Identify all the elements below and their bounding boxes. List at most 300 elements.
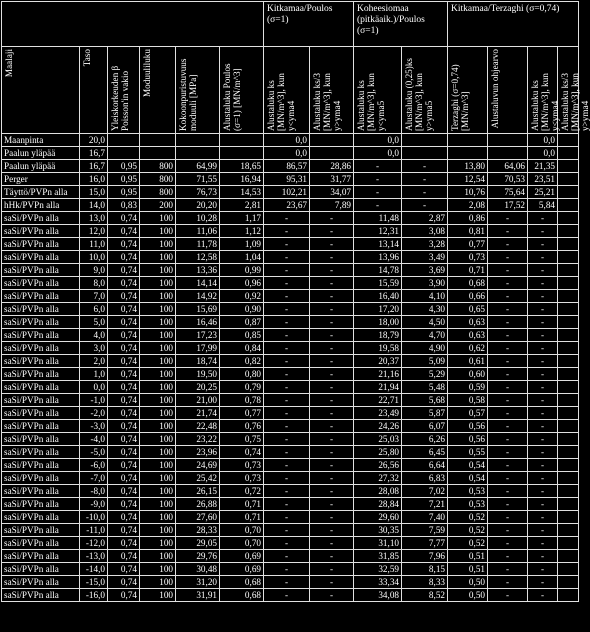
table-cell: 100 — [140, 524, 176, 537]
table-cell: 11,0 — [80, 238, 108, 251]
table-cell — [220, 147, 264, 160]
column-header — [2, 47, 80, 134]
table-cell — [558, 381, 579, 394]
table-cell: - — [402, 186, 448, 199]
table-cell: 18,74 — [176, 355, 220, 368]
table-cell: - — [528, 303, 558, 316]
table-cell: 0,92 — [220, 290, 264, 303]
table-cell: - — [310, 381, 354, 394]
table-cell: - — [528, 433, 558, 446]
table-cell — [558, 589, 579, 602]
table-cell: 7,40 — [402, 511, 448, 524]
soil-type-cell: saSi/PVPn alla — [2, 303, 80, 316]
table-row — [2, 433, 579, 446]
table-row — [2, 576, 579, 589]
column-header — [80, 47, 108, 134]
table-cell: 100 — [140, 472, 176, 485]
table-cell: 0,0 — [528, 147, 558, 160]
table-cell: - — [528, 251, 558, 264]
table-cell — [176, 147, 220, 160]
table-cell: - — [264, 537, 310, 550]
table-cell: 100 — [140, 420, 176, 433]
soil-type-cell: saSi/PVPn alla — [2, 472, 80, 485]
table-cell: 14,14 — [176, 277, 220, 290]
table-cell: -13,0 — [80, 550, 108, 563]
table-cell: 22,71 — [354, 394, 402, 407]
table-cell: 0,76 — [220, 420, 264, 433]
table-cell — [108, 147, 140, 160]
table-cell: 0,74 — [108, 498, 140, 511]
soil-type-cell: saSi/PVPn alla — [2, 563, 80, 576]
table-cell: 100 — [140, 277, 176, 290]
table-cell — [558, 472, 579, 485]
table-cell: 15,0 — [80, 186, 108, 199]
table-cell: 71,55 — [176, 173, 220, 186]
table-cell: 6,83 — [402, 472, 448, 485]
table-row — [2, 160, 579, 173]
data-table-wrapper — [1, 1, 590, 602]
table-cell: 75,64 — [488, 186, 528, 199]
column-header — [402, 47, 448, 134]
table-row — [2, 316, 579, 329]
table-cell: 1,17 — [220, 212, 264, 225]
table-cell: 8,15 — [402, 563, 448, 576]
table-cell: 100 — [140, 459, 176, 472]
table-cell: 0,84 — [220, 342, 264, 355]
table-cell: - — [310, 277, 354, 290]
table-row — [2, 199, 579, 212]
table-cell: 5,68 — [402, 394, 448, 407]
table-cell: 0,54 — [448, 459, 488, 472]
table-cell: 100 — [140, 355, 176, 368]
table-cell: 100 — [140, 212, 176, 225]
table-cell: - — [310, 511, 354, 524]
table-cell: 0,74 — [108, 342, 140, 355]
table-cell — [558, 550, 579, 563]
table-cell: 18,00 — [354, 316, 402, 329]
table-cell: 100 — [140, 251, 176, 264]
table-cell: 0,74 — [220, 446, 264, 459]
table-cell: 31,77 — [310, 173, 354, 186]
column-header-label: Moduuliluku — [142, 49, 152, 97]
table-cell: 6,0 — [80, 303, 108, 316]
table-row — [2, 173, 579, 186]
table-cell: 0,55 — [448, 446, 488, 459]
table-cell: - — [310, 394, 354, 407]
table-cell: 100 — [140, 563, 176, 576]
table-cell: 4,10 — [402, 290, 448, 303]
table-cell: 17,23 — [176, 329, 220, 342]
column-header — [264, 47, 310, 134]
table-cell: - — [488, 576, 528, 589]
table-cell — [558, 186, 579, 199]
table-cell: 0,75 — [220, 433, 264, 446]
table-cell: 13,36 — [176, 264, 220, 277]
table-cell: - — [264, 589, 310, 602]
table-cell: 8,0 — [80, 277, 108, 290]
table-cell: 100 — [140, 407, 176, 420]
soil-type-cell: saSi/PVPn alla — [2, 368, 80, 381]
table-cell: 25,03 — [354, 433, 402, 446]
table-cell: - — [528, 277, 558, 290]
table-cell: - — [528, 524, 558, 537]
soil-type-cell: saSi/PVPn alla — [2, 394, 80, 407]
table-cell: - — [528, 355, 558, 368]
soil-type-cell: saSi/PVPn alla — [2, 316, 80, 329]
soil-type-cell: Paalun yläpää — [2, 147, 80, 160]
table-cell: - — [310, 550, 354, 563]
table-cell: - — [310, 407, 354, 420]
table-cell: 100 — [140, 238, 176, 251]
table-cell: 20,0 — [80, 134, 108, 147]
table-cell: 0,58 — [448, 394, 488, 407]
table-row — [2, 147, 579, 160]
table-cell: - — [528, 550, 558, 563]
table-cell: - — [310, 290, 354, 303]
soil-type-cell: saSi/PVPn alla — [2, 381, 80, 394]
table-cell: 5,87 — [402, 407, 448, 420]
table-cell: 0,74 — [108, 225, 140, 238]
table-cell: 22,48 — [176, 420, 220, 433]
table-cell: 21,35 — [528, 160, 558, 173]
table-cell — [558, 134, 579, 147]
table-cell: 18,79 — [354, 329, 402, 342]
table-cell: 20,20 — [176, 199, 220, 212]
table-cell: 0,51 — [448, 563, 488, 576]
table-cell: 0,70 — [220, 524, 264, 537]
table-cell: - — [528, 264, 558, 277]
table-cell: - — [528, 238, 558, 251]
table-cell — [558, 498, 579, 511]
table-cell: 0,79 — [220, 381, 264, 394]
table-cell: - — [310, 576, 354, 589]
soil-type-cell: saSi/PVPn alla — [2, 251, 80, 264]
table-cell: 100 — [140, 342, 176, 355]
table-cell: 13,14 — [354, 238, 402, 251]
table-cell: 102,21 — [264, 186, 310, 199]
table-cell: 0,57 — [448, 407, 488, 420]
table-cell: - — [310, 329, 354, 342]
soil-type-cell: saSi/PVPn alla — [2, 407, 80, 420]
table-cell: 20,37 — [354, 355, 402, 368]
column-header-label: Alustaluku (0,25)ks [MN/m^3], kun y>yma5 — [404, 58, 434, 131]
table-cell: - — [264, 524, 310, 537]
table-cell: 100 — [140, 576, 176, 589]
table-cell: 0,52 — [448, 537, 488, 550]
column-header-label: Alustaluku Poulos (σ=1) [MN/m^3] — [222, 63, 242, 131]
table-cell: - — [264, 264, 310, 277]
table-cell — [310, 134, 354, 147]
table-cell: - — [264, 394, 310, 407]
table-cell: - — [528, 537, 558, 550]
table-cell: 32,59 — [354, 563, 402, 576]
table-cell: 23,22 — [176, 433, 220, 446]
table-cell: 12,54 — [448, 173, 488, 186]
table-cell: 7,96 — [402, 550, 448, 563]
table-cell: -16,0 — [80, 589, 108, 602]
table-cell: 0,66 — [448, 290, 488, 303]
soil-type-cell: saSi/PVPn alla — [2, 576, 80, 589]
table-cell: - — [528, 329, 558, 342]
table-cell: 16,46 — [176, 316, 220, 329]
table-cell: 16,7 — [80, 147, 108, 160]
table-cell: - — [310, 459, 354, 472]
column-header-label: Maalaji — [4, 49, 14, 78]
table-cell: 0,69 — [220, 550, 264, 563]
table-cell: - — [354, 199, 402, 212]
table-cell — [140, 147, 176, 160]
table-cell: 21,74 — [176, 407, 220, 420]
table-cell: 0,74 — [108, 251, 140, 264]
table-cell: 11,48 — [354, 212, 402, 225]
table-cell — [558, 329, 579, 342]
table-row — [2, 186, 579, 199]
column-header — [176, 47, 220, 134]
table-cell: - — [528, 342, 558, 355]
table-cell — [558, 563, 579, 576]
table-row — [2, 238, 579, 251]
table-cell: - — [264, 550, 310, 563]
table-cell: 100 — [140, 394, 176, 407]
table-cell: 3,28 — [402, 238, 448, 251]
table-cell — [558, 459, 579, 472]
table-cell: - — [310, 316, 354, 329]
soil-type-cell: Täyttö/PVPn alla — [2, 186, 80, 199]
table-cell: 0,70 — [220, 537, 264, 550]
soil-type-cell: saSi/PVPn alla — [2, 498, 80, 511]
table-cell: 0,74 — [108, 238, 140, 251]
table-cell: - — [528, 498, 558, 511]
table-cell: 0,95 — [108, 173, 140, 186]
table-cell: 5,29 — [402, 368, 448, 381]
table-cell: 6,07 — [402, 420, 448, 433]
table-cell — [558, 277, 579, 290]
table-cell: 21,16 — [354, 368, 402, 381]
column-header-label: Alustaluvun ohjearvo — [490, 49, 500, 129]
table-cell: 100 — [140, 316, 176, 329]
table-cell: 100 — [140, 290, 176, 303]
table-cell: 76,73 — [176, 186, 220, 199]
table-cell: 86,57 — [264, 160, 310, 173]
table-cell: 0,0 — [264, 147, 310, 160]
table-cell: - — [528, 368, 558, 381]
table-cell: -9,0 — [80, 498, 108, 511]
table-cell: 34,08 — [354, 589, 402, 602]
table-body — [2, 134, 579, 602]
table-cell: - — [488, 251, 528, 264]
table-cell — [140, 134, 176, 147]
table-cell: 20,25 — [176, 381, 220, 394]
table-cell: 100 — [140, 498, 176, 511]
table-cell: - — [528, 589, 558, 602]
table-cell: 0,56 — [448, 420, 488, 433]
table-cell — [558, 576, 579, 589]
table-cell: 0,74 — [108, 485, 140, 498]
table-cell: 29,05 — [176, 537, 220, 550]
column-header — [354, 47, 402, 134]
table-cell — [488, 134, 528, 147]
table-cell: 0,54 — [448, 472, 488, 485]
soil-type-cell: saSi/PVPn alla — [2, 433, 80, 446]
table-cell: 3,08 — [402, 225, 448, 238]
table-row — [2, 290, 579, 303]
table-cell: - — [488, 485, 528, 498]
table-cell: - — [264, 316, 310, 329]
table-cell: 25,80 — [354, 446, 402, 459]
table-cell: 800 — [140, 160, 176, 173]
table-cell: 19,58 — [354, 342, 402, 355]
table-cell: 10,76 — [448, 186, 488, 199]
table-cell: 0,52 — [448, 524, 488, 537]
soil-type-cell: saSi/PVPn alla — [2, 238, 80, 251]
table-cell: 100 — [140, 381, 176, 394]
table-cell: - — [310, 433, 354, 446]
table-cell — [558, 407, 579, 420]
table-cell: 0,73 — [220, 472, 264, 485]
group-header-kitkamaa-poulos: Kitkamaa/Poulos (σ=1) — [264, 2, 354, 47]
table-row — [2, 264, 579, 277]
table-cell: 4,0 — [80, 329, 108, 342]
table-cell: 100 — [140, 589, 176, 602]
table-row — [2, 303, 579, 316]
table-cell: - — [402, 160, 448, 173]
table-cell: 800 — [140, 173, 176, 186]
table-cell: 28,86 — [310, 160, 354, 173]
table-cell: 8,33 — [402, 576, 448, 589]
table-cell: 9,0 — [80, 264, 108, 277]
group-header-koheesiomaa-poulos: Koheesiomaa (pitkäaik.)/Poulos (σ=1) — [354, 2, 448, 47]
table-cell: 0,53 — [448, 498, 488, 511]
table-cell: - — [310, 563, 354, 576]
table-cell — [558, 524, 579, 537]
table-cell: 3,90 — [402, 277, 448, 290]
table-cell: 26,15 — [176, 485, 220, 498]
table-cell: 1,09 — [220, 238, 264, 251]
table-cell: 0,50 — [448, 576, 488, 589]
table-cell: - — [488, 446, 528, 459]
soil-type-cell: Perger — [2, 173, 80, 186]
table-cell: 0,0 — [354, 134, 402, 147]
table-cell: 2,87 — [402, 212, 448, 225]
table-cell: 26,88 — [176, 498, 220, 511]
table-cell: 100 — [140, 485, 176, 498]
table-cell: 25,42 — [176, 472, 220, 485]
table-cell: - — [528, 446, 558, 459]
table-cell: 0,86 — [448, 212, 488, 225]
column-header-row — [2, 47, 579, 134]
table-cell: 3,49 — [402, 251, 448, 264]
table-cell: - — [264, 511, 310, 524]
table-cell: 29,76 — [176, 550, 220, 563]
table-cell: - — [488, 290, 528, 303]
table-cell: 100 — [140, 329, 176, 342]
column-header — [140, 47, 176, 134]
table-row — [2, 498, 579, 511]
table-row — [2, 355, 579, 368]
table-cell: 27,32 — [354, 472, 402, 485]
column-header — [558, 47, 590, 134]
table-cell: 0,78 — [220, 394, 264, 407]
table-row — [2, 420, 579, 433]
table-cell: - — [264, 498, 310, 511]
table-cell: 0,71 — [220, 498, 264, 511]
table-row — [2, 329, 579, 342]
table-cell: 0,74 — [108, 316, 140, 329]
table-cell: 25,21 — [528, 186, 558, 199]
table-cell: - — [528, 576, 558, 589]
table-cell: 0,0 — [80, 381, 108, 394]
table-cell: - — [488, 303, 528, 316]
table-cell — [558, 420, 579, 433]
table-cell: - — [528, 212, 558, 225]
group-header-empty — [2, 2, 264, 47]
table-cell: - — [310, 537, 354, 550]
table-cell: 5,84 — [528, 199, 558, 212]
table-cell: 800 — [140, 186, 176, 199]
table-cell: 0,62 — [448, 342, 488, 355]
table-cell: 0,82 — [220, 355, 264, 368]
table-cell: - — [264, 303, 310, 316]
table-cell: - — [488, 342, 528, 355]
table-cell: - — [264, 407, 310, 420]
table-cell — [558, 537, 579, 550]
table-cell: 27,60 — [176, 511, 220, 524]
table-cell: - — [488, 563, 528, 576]
column-header — [528, 47, 558, 134]
table-cell: 14,53 — [220, 186, 264, 199]
table-cell: 6,64 — [402, 459, 448, 472]
table-cell — [558, 485, 579, 498]
table-cell: 0,77 — [448, 238, 488, 251]
table-cell: 100 — [140, 537, 176, 550]
table-cell: 17,99 — [176, 342, 220, 355]
table-cell: 30,35 — [354, 524, 402, 537]
table-cell: 12,31 — [354, 225, 402, 238]
table-cell: 0,74 — [108, 576, 140, 589]
table-cell: 0,77 — [220, 407, 264, 420]
table-cell: - — [488, 550, 528, 563]
table-cell: 0,0 — [528, 134, 558, 147]
table-cell: - — [488, 212, 528, 225]
table-cell: 16,0 — [80, 173, 108, 186]
table-cell — [558, 264, 579, 277]
table-cell: 4,30 — [402, 303, 448, 316]
table-cell: -10,0 — [80, 511, 108, 524]
column-header-label: Taso — [82, 49, 92, 67]
table-cell: - — [264, 472, 310, 485]
table-cell — [558, 433, 579, 446]
table-cell: 0,83 — [108, 199, 140, 212]
table-row — [2, 134, 579, 147]
table-cell: 0,74 — [108, 472, 140, 485]
table-cell: - — [488, 433, 528, 446]
table-cell: 1,0 — [80, 368, 108, 381]
table-cell: 100 — [140, 511, 176, 524]
table-row — [2, 446, 579, 459]
table-cell: - — [488, 394, 528, 407]
table-cell: 0,74 — [108, 563, 140, 576]
table-cell: 8,52 — [402, 589, 448, 602]
table-cell: 21,94 — [354, 381, 402, 394]
table-cell: 100 — [140, 303, 176, 316]
table-cell — [558, 303, 579, 316]
table-cell: 19,50 — [176, 368, 220, 381]
column-header-label: Alustaluku ks [MN/m^3], kun y<yma5 — [356, 73, 386, 131]
table-cell: 13,96 — [354, 251, 402, 264]
table-cell: - — [488, 368, 528, 381]
table-cell: - — [528, 563, 558, 576]
table-row — [2, 342, 579, 355]
